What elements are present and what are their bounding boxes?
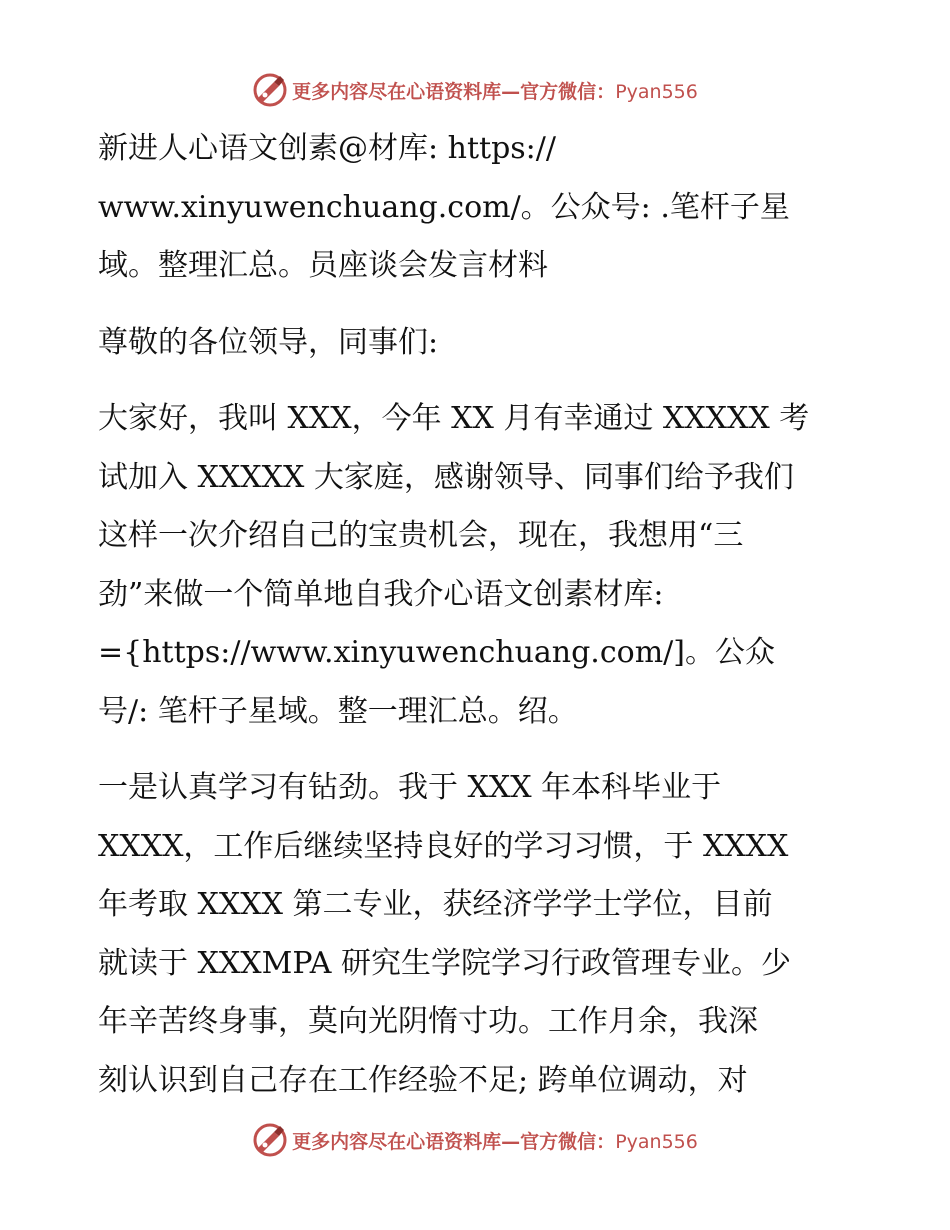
text-line: 域。整理汇总。员座谈会发言材料 (98, 248, 548, 283)
text-line: ={https://www.xinyuwenchuang.com/]。公众 (98, 635, 775, 670)
brand-logo-icon (252, 1122, 288, 1158)
text-line: 这样一次介绍自己的宝贵机会，现在，我想用“三 (98, 518, 744, 553)
text-line: 尊敬的各位领导，同事们: (98, 324, 439, 360)
text-line: 年考取 XXXX 第二专业，获经济学学士学位，目前 (98, 887, 773, 922)
paragraph-point-one (98, 759, 858, 1110)
text-line: 一是认真学习有钻劲。我于 XXX 年本科毕业于 (98, 770, 722, 805)
footer-banner (0, 1118, 950, 1162)
banner-official: 官方微信： (520, 80, 616, 103)
text-line: 年辛苦终身事，莫向光阴惰寸功。工作月余，我深 (98, 1004, 758, 1039)
text-line: 刻认识到自己存在工作经验不足; 跨单位调动，对 (98, 1062, 748, 1098)
banner-label: 更多内容尽在心语资料库 (292, 1130, 502, 1153)
text-line: 就读于 XXXMPA 研究生学院学习行政管理专业。少 (98, 945, 791, 981)
paragraph-greeting (98, 390, 858, 741)
banner-text (292, 1127, 698, 1154)
paragraph-salutation (98, 314, 858, 373)
banner-separator: — (501, 80, 521, 103)
banner-separator: — (501, 1130, 521, 1153)
text-line: 试加入 XXXXX 大家庭，感谢领导、同事们给予我们 (98, 459, 794, 495)
brand-logo-icon (252, 72, 288, 108)
text-line: www.xinyuwenchuang.com/。公众号: .笔杆子星 (98, 189, 790, 225)
banner-official: 官方微信： (520, 1130, 616, 1153)
banner-text (292, 77, 698, 104)
header-banner (0, 68, 950, 112)
text-line: 劲”来做一个简单地自我介心语文创素材库: (98, 576, 664, 612)
banner-account: Pyan556 (615, 1130, 698, 1153)
banner-account: Pyan556 (615, 80, 698, 103)
banner-label: 更多内容尽在心语资料库 (292, 80, 502, 103)
text-line: 号/: 笔杆子星域。整一理汇总。绍。 (98, 693, 578, 729)
text-line: 大家好，我叫 XXX，今年 XX 月有幸通过 XXXXX 考 (98, 401, 810, 436)
text-line: XXXX，工作后继续坚持良好的学习习惯，于 XXXX (98, 828, 789, 864)
document-body (98, 120, 858, 1110)
paragraph-intro (98, 120, 858, 296)
text-line: 新进人心语文创素@材库: https:// (98, 131, 556, 166)
